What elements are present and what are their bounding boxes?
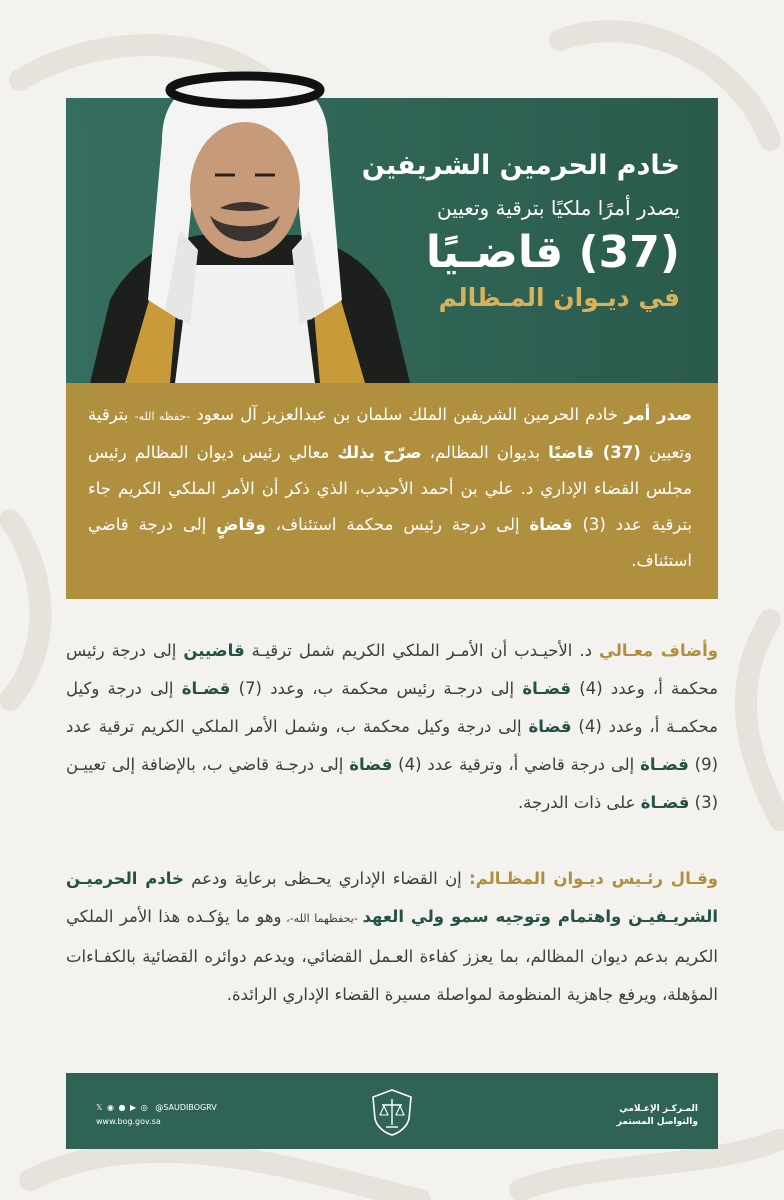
summary-bold-4: وقاضٍ — [216, 515, 266, 534]
p2-text-2: وهو ما يؤكـده هذا الأمر الملكي الكريم بدعم ديوان المظالم، بما يعزز كفاءة العـمل القضائي، ويدعم دوائره القضائية بالكفـاءات المؤهلة، ويرفع جاهزية المنظومة لمواصلة مسيرة القضاء الإداري الرائدة. — [66, 907, 718, 1004]
website-link[interactable]: www.bog.gov.sa — [96, 1117, 161, 1126]
social-handle[interactable]: @SAUDIBOGRV — [155, 1103, 217, 1112]
paragraph-2-lead: وقـال رئـيس ديـوان المظـالم: — [469, 869, 719, 888]
summary-lead: صدر أمر — [624, 405, 692, 424]
summary-note: -حفظه الله- — [134, 410, 191, 423]
summary-bold-3: قضاة — [529, 515, 573, 534]
headline-place: في ديـوان المـظالم — [438, 283, 680, 312]
headline-count: (37) قاضـيًا — [425, 227, 680, 278]
board-of-grievances-emblem-icon — [369, 1087, 415, 1137]
summary-bold-2: صرّح بذلك — [337, 443, 422, 462]
p1-text-8: على ذات الدرجة. — [517, 793, 641, 812]
summary-text-6: إلى درجة قاضي استئناف. — [88, 515, 692, 570]
p1-text-7: إلى درجـة قاضي ب، بالإضافة إلى تعييـن (3) — [66, 755, 718, 812]
org-line-1: المـركـز الإعـلامي — [619, 1104, 698, 1114]
summary-box — [66, 383, 718, 599]
paragraph-1-lead: وأضاف معـالي — [599, 641, 719, 660]
social-icons[interactable]: 𝕏 ◉ ● ▶ ◎ — [96, 1103, 149, 1112]
summary-paragraph — [88, 397, 692, 579]
p1-bold-1: قاضيين — [183, 641, 245, 660]
p2-text-1: إن القضاء الإداري يحـظى برعاية ودعم — [183, 869, 470, 888]
p1-bold-6: قضاة — [349, 755, 393, 774]
headline-title: خادم الحرمين الشريفين — [361, 150, 680, 181]
social-row — [96, 1101, 217, 1115]
p1-text-5: إلى درجة وكيل محكمة ب، وشمل الأمر الملكي الكريم ترقية عدد (9) — [66, 717, 719, 774]
summary-text-2: بترقية وتعيين — [88, 405, 692, 462]
summary-text-4: معالي رئيس ديوان المظالم رئيس مجلس القضاء الإداري د. علي بن أحمد الأحيدب، الذي ذكر أن الأمر الملكي الكريم جاء بترقية عدد (3) — [88, 443, 693, 534]
p1-bold-5: قضـاة — [640, 755, 689, 774]
contact-block — [96, 1101, 217, 1129]
headline-block — [350, 148, 680, 316]
p2-note: -يحفظهما الله-، — [281, 912, 363, 925]
p1-text-3: إلى درجـة رئيس محكمة ب، وعدد (7) — [230, 679, 523, 698]
summary-text-3: بديوان المظالم، — [421, 443, 549, 462]
p1-text-6: إلى درجة قاضي أ، وترقية عدد (4) — [392, 755, 641, 774]
summary-text-5: إلى درجة رئيس محكمة استئناف، — [265, 515, 530, 534]
p1-bold-3: قضـاة — [181, 679, 231, 698]
footer-bar — [66, 1073, 718, 1149]
media-center-label — [617, 1103, 698, 1129]
summary-bold-1: (37) قاضيًا — [548, 443, 641, 462]
p1-bold-7: قضـاة — [640, 793, 690, 812]
p1-text-2: إلى درجة رئيس محكمة أ، وعدد (4) — [66, 641, 719, 698]
headline-subtitle: يصدر أمرًا ملكيًا بترقية وتعيين — [437, 196, 680, 220]
body-paragraph-1 — [66, 632, 718, 822]
p2-bold-1: خادم الحرميـن الشريـفيـن واهتمام وتوجيه سمو ولي العهد — [66, 869, 718, 926]
p1-text-1: د. الأحيـدب أن الأمـر الملكي الكريم شمل ترقيـة — [244, 641, 600, 660]
summary-text-1: خادم الحرمين الشريفين الملك سلمان بن عبدالعزيز آل سعود — [196, 405, 625, 424]
org-line-2: والتواصل المستمر — [616, 1117, 698, 1127]
p1-text-4: إلى درجة وكيل محكمـة أ، وعدد (4) — [66, 679, 718, 736]
p1-bold-4: قضاة — [528, 717, 572, 736]
p1-bold-2: قضـاة — [522, 679, 572, 698]
body-paragraph-2 — [66, 860, 718, 1014]
